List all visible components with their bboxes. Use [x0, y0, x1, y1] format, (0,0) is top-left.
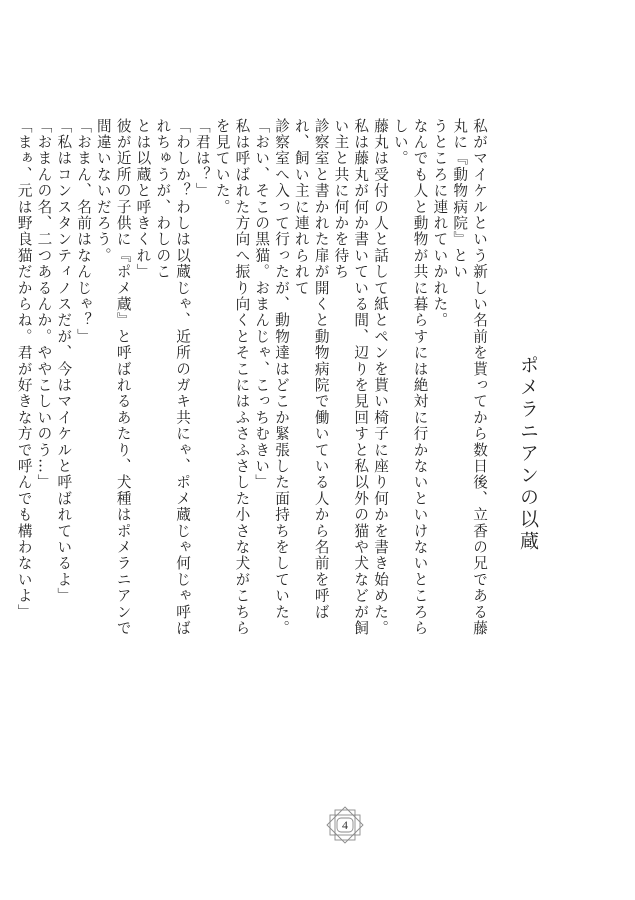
text-line: 藤丸は受付の人と話して紙とペンを貰い椅子に座り何かを書き始めた。: [372, 118, 390, 637]
text-line: なんでも人と動物が共に暮らすには絶対に行かないといけないところらしい。: [391, 118, 429, 637]
text-line: 私は藤丸が何か書いている間、辺りを見回すと私以外の猫や犬などが飼い主と共に何かを待ち: [332, 118, 370, 637]
text-line: 彼が近所の子供に『ポメ蔵』と呼ばれるあたり、犬種はポメラニアンで間違いないだろう。: [94, 118, 132, 637]
chapter-title: ポメラニアンの以蔵: [517, 355, 539, 553]
text-line: うところに連れていかれた。: [431, 118, 449, 329]
text-line: 「おまんの名、二つあるんか。ややこしいのう…」: [35, 118, 53, 491]
text-line: 「わしか？わしは以蔵じゃ、近所のガキ共にゃ、ポメ蔵じゃ何じゃ呼ばれちゅうが、わしのこ: [154, 118, 192, 637]
text-line: 「君は？」: [193, 118, 211, 199]
text-line: 私は呼ばれた方向へ振り向くとそこにはふさふさした小さな犬がこちらを見ていた。: [213, 118, 251, 637]
text-line: 「おい、そこの黒猫。おまんじゃ、こっちむきい」: [253, 118, 271, 491]
page-number: 4: [342, 818, 348, 832]
text-line: 「おまん、名前はなんじゃ？」: [75, 118, 93, 345]
text-line: 私がマイケルという新しい名前を貰ってから数日後、立香の兄である藤丸に『動物病院』とい: [451, 118, 488, 637]
page-number-ornament: [326, 806, 364, 844]
text-line: 診察室と書かれた扉が開くと動物病院で働いている人から名前を呼ばれ、飼い主に連れられて: [292, 118, 330, 621]
body-text: [14, 118, 489, 638]
text-line: 「私はコンスタンティノスだが、今はマイケルと呼ばれているよ」: [55, 118, 73, 604]
text-line: 「まぁ、元は野良猫だからね。君が好きな方で呼んでも構わないよ」: [15, 118, 33, 621]
text-line: とは以蔵と呼きくれ」: [134, 118, 152, 280]
text-line: 診察室へ入って行ったが、動物達はどこか緊張した面持ちをしていた。: [273, 118, 291, 637]
